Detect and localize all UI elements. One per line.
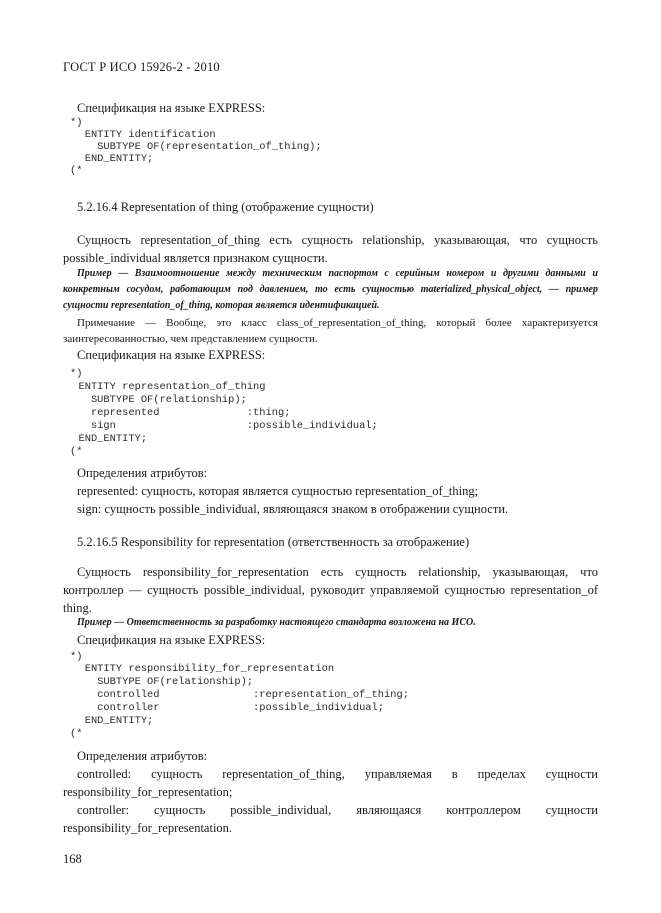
code-line: *): [70, 651, 83, 663]
code-line: SUBTYPE OF(relationship);: [66, 394, 247, 406]
attribute-definition: [63, 765, 598, 801]
code-line: END_ENTITY;: [66, 715, 154, 727]
attributes-title: Определения атрибутов:: [77, 749, 208, 763]
attribute-definition: represented: сущность, которая является сущностью representation_of_thing;: [77, 484, 479, 498]
section-heading: 5.2.16.4 Representation of thing (отображение сущности): [77, 200, 374, 214]
section-paragraph: [63, 563, 598, 617]
note-text: Примечание — Вообще, это класс class_of_representation_of_thing, который более характеризуется заинтересованностью, чем представлением сущности.: [63, 317, 598, 345]
code-line: represented :thing;: [66, 407, 291, 419]
code-line: END_ENTITY;: [66, 153, 154, 165]
code-line: ENTITY identification: [66, 129, 216, 141]
example-paragraph: [63, 266, 598, 314]
document-header: ГОСТ Р ИСО 15926-2 - 2010: [63, 60, 220, 74]
paragraph-text: Сущность representation_of_thing есть сущность relationship, указывающая, что сущность possible_individual является признаком сущности.: [63, 233, 598, 265]
code-line: sign :possible_individual;: [66, 420, 378, 432]
section-paragraph: [63, 231, 598, 267]
code-line: (*: [70, 165, 83, 177]
example-text: Пример — Взаимоотношение между техническим паспортом с серийным номером и другими данными и конкретным сосудом, работающим под давлением, то есть сущностью materialized_physical_object, — пример сущности representation_of_thing, которая является идентификацией.: [63, 268, 598, 311]
code-line: ENTITY representation_of_thing: [66, 381, 266, 393]
paragraph-text: Сущность responsibility_for_representation есть сущность relationship, указывающая, что контроллер — сущность possible_individual, руководит управляемой сущностью representation_of thing.: [63, 565, 598, 615]
note-paragraph: [63, 315, 598, 347]
attribute-definition: sign: сущность possible_individual, являющаяся знаком в отображении сущности.: [77, 502, 509, 516]
spec-label: Спецификация на языке EXPRESS:: [77, 101, 266, 115]
code-line: SUBTYPE OF(representation_of_thing);: [66, 141, 322, 153]
code-line: *): [70, 117, 83, 129]
attributes-title: Определения атрибутов:: [77, 466, 208, 480]
code-line: controlled :representation_of_thing;: [66, 689, 409, 701]
attribute-definition: [63, 801, 598, 837]
code-line: ENTITY responsibility_for_representation: [66, 663, 335, 675]
spec-label: Спецификация на языке EXPRESS:: [77, 348, 266, 362]
code-line: END_ENTITY;: [66, 433, 148, 445]
attribute-text: controlled: сущность representation_of_thing, управляемая в пределах сущности responsibility_for_representation;: [63, 767, 598, 799]
attribute-text: controller: сущность possible_individual, являющаяся контроллером сущности responsibility_for_representation.: [63, 803, 598, 835]
page-number: 168: [63, 852, 82, 866]
code-line: (*: [70, 446, 83, 458]
code-line: (*: [70, 728, 83, 740]
code-line: controller :possible_individual;: [66, 702, 385, 714]
section-heading: 5.2.16.5 Responsibility for representation (ответственность за отображение): [77, 535, 470, 549]
example-paragraph: Пример — Ответственность за разработку настоящего стандарта возложена на ИСО.: [77, 617, 476, 628]
spec-label: Спецификация на языке EXPRESS:: [77, 633, 266, 647]
code-line: SUBTYPE OF(relationship);: [66, 676, 254, 688]
code-line: *): [70, 368, 83, 380]
